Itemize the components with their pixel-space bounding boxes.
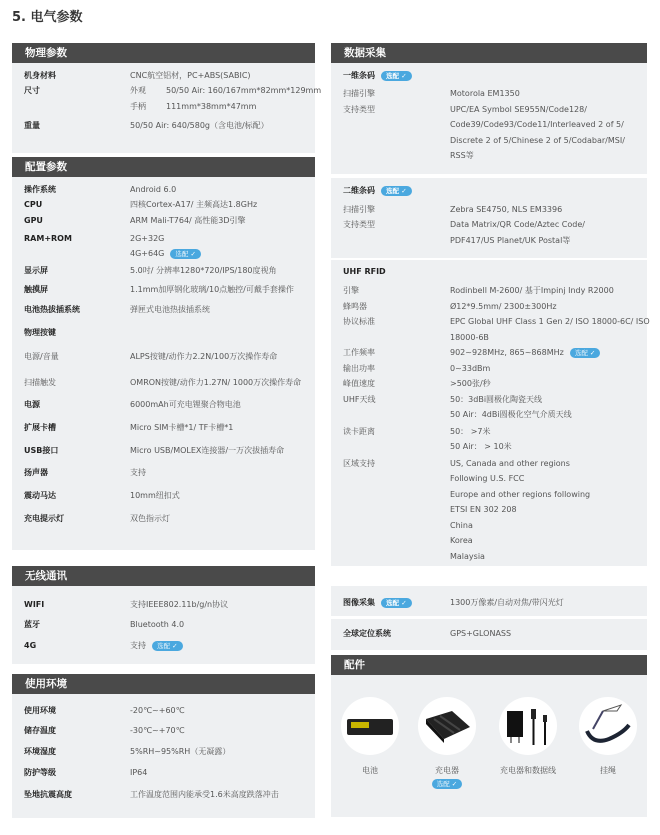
value: 0~33dBm (450, 363, 491, 373)
value: Ø12*9.5mm/ 2300±300Hz (450, 301, 557, 311)
value-row (450, 535, 473, 547)
value-row (450, 520, 473, 532)
value: 50/50 Air: 160/167mm*82mm*129mm (166, 86, 322, 95)
value: 工作温度范围内能承受1.6米高度跌落冲击 (130, 790, 279, 799)
value-row (450, 504, 517, 516)
optional-badge: 选配 ✓ (381, 71, 412, 81)
label: 区域支持 (343, 458, 375, 468)
value: ETSI EN 302 208 (450, 505, 517, 514)
charger-cable-image (499, 697, 557, 755)
label: 4G (24, 641, 37, 650)
value-row (130, 513, 170, 525)
imaging-label-row (343, 597, 412, 609)
value: 四核Cortex-A17/ 主频高达1.8GHz (130, 200, 258, 209)
value-row (130, 445, 284, 457)
value: OMRON按键/动作力1.27N/ 1000万次操作寿命 (130, 378, 302, 387)
label: 显示屏 (24, 266, 48, 275)
value: Data Matrix/QR Code/Aztec Code/ (450, 220, 585, 229)
value: 50： >7米 (450, 426, 491, 436)
value-row (130, 490, 180, 502)
physical-header: 物理参数 (12, 43, 315, 63)
value: Rodinbell M-2600/ 基于Impinj Indy R2000 (450, 286, 614, 295)
value: Micro SIM卡槽*1/ TF卡槽*1 (130, 423, 234, 432)
value: 50/50 Air: 640/580g（含电池/标配） (130, 121, 269, 130)
label: 电源/音量 (24, 352, 59, 361)
section-title (343, 185, 412, 197)
value: 2G+32G (130, 234, 165, 243)
value-row (130, 233, 164, 245)
label: 读卡距离 (343, 426, 375, 436)
optional-badge: 选配 ✓ (381, 598, 412, 608)
value-row (450, 489, 590, 501)
optional-badge: 选配 ✓ (570, 348, 601, 358)
value: 支持 (130, 468, 146, 477)
label: 操作系统 (24, 185, 56, 194)
value-row (450, 316, 650, 328)
label: 扬声器 (24, 468, 48, 477)
value-row (450, 332, 489, 344)
lanyard-image (579, 697, 637, 755)
value-row (450, 441, 512, 453)
config-header: 配置参数 (12, 157, 315, 177)
value-row (130, 351, 277, 363)
accessory-label: 挂绳 (600, 766, 616, 775)
value-row (450, 378, 491, 390)
value-row (130, 467, 146, 479)
value: RSS等 (450, 151, 474, 160)
value: Code39/Code93/Code11/Interleaved 2 of 5/ (450, 120, 624, 129)
value-row (130, 248, 201, 260)
label: 图像采集 (343, 598, 375, 607)
optional-badge: 选配 ✓ (170, 249, 201, 259)
label: GPU (24, 216, 43, 225)
value: 111mm*38mm*47mm (166, 102, 257, 111)
value-row (450, 394, 542, 406)
section-title (343, 70, 412, 82)
label: 充电提示灯 (24, 514, 64, 523)
accessory-label: 充电器和数据线 (500, 766, 556, 775)
label: WIFI (24, 600, 45, 609)
title: 一维条码 (343, 71, 375, 80)
value: CNC航空铝材，PC+ABS(SABIC) (130, 71, 251, 80)
value: 支持IEEE802.11b/g/n协议 (130, 600, 229, 609)
label: 电源 (24, 400, 40, 409)
charger-icon (418, 697, 476, 755)
section-title: UHF RFID (343, 267, 386, 276)
label: 物理按键 (24, 328, 56, 337)
label: 输出功率 (343, 363, 375, 373)
accessory-badge-wrap (407, 779, 487, 789)
sublabel: 外观 (130, 86, 146, 95)
value: ARM Mali-T764/ 高性能3D引擎 (130, 216, 246, 225)
value: PDF417/US Planet/UK Postal等 (450, 236, 571, 245)
value-row (450, 458, 570, 470)
label: 尺寸 (24, 86, 40, 95)
label: 电池热拔插系统 (24, 305, 80, 314)
optional-badge: 选配 ✓ (432, 779, 463, 789)
optional-badge: 选配 ✓ (152, 641, 183, 651)
value-row (450, 347, 600, 359)
value: 6000mAh可充电锂聚合物电池 (130, 400, 241, 409)
value: >500张/秒 (450, 379, 491, 388)
value: -20℃~+60℃ (130, 706, 185, 715)
value: Bluetooth 4.0 (130, 620, 185, 629)
label: 使用环境 (24, 706, 56, 715)
value: 1.1mm加厚钢化玻璃/10点触控/可戴手套操作 (130, 285, 294, 294)
optional-badge: 选配 ✓ (381, 186, 412, 196)
value-row (130, 399, 241, 411)
value: GPS+GLONASS (450, 629, 512, 638)
title: 二维条码 (343, 186, 375, 195)
lanyard-icon (579, 697, 637, 755)
wireless-header: 无线通讯 (12, 566, 315, 586)
value-row (450, 301, 557, 313)
label: 机身材料 (24, 71, 56, 80)
label: 蓝牙 (24, 620, 40, 629)
value-row (130, 422, 233, 434)
value-row (130, 377, 301, 389)
label: 蜂鸣器 (343, 301, 367, 311)
page-title: 5. 电气参数 (12, 10, 83, 25)
value: 50 Air：4dBi圆极化空气介质天线 (450, 410, 572, 419)
value-row (130, 199, 257, 211)
adapter-cable-icon (499, 697, 557, 755)
value: Micro USB/MOLEX连接器/一万次拔插寿命 (130, 446, 285, 455)
label: 支持类型 (343, 220, 375, 229)
data-capture-header: 数据采集 (331, 43, 647, 63)
value: China (450, 520, 473, 530)
label: CPU (24, 200, 43, 209)
value: Korea (450, 536, 473, 545)
value: IP64 (130, 768, 148, 777)
value: Zebra SE4750, NLS EM3396 (450, 205, 563, 214)
value-row (450, 363, 490, 375)
value: 4G+64G (130, 249, 165, 258)
label: 工作频率 (343, 348, 375, 357)
label: 扫描引擎 (343, 205, 375, 214)
label: 震动马达 (24, 491, 56, 500)
accessory-label: 电池 (362, 766, 378, 775)
environment-header: 使用环境 (12, 674, 315, 694)
value: UPC/EA Symbol SE955N/Code128/ (450, 105, 587, 114)
label: 支持类型 (343, 105, 375, 114)
label: 全球定位系统 (343, 629, 391, 638)
value: 1300万像素/自动对焦/带闪光灯 (450, 598, 564, 607)
value: 支持 (130, 641, 146, 650)
value-row (450, 426, 491, 438)
label: 扫描触发 (24, 378, 56, 387)
label: 峰值速度 (343, 379, 375, 388)
battery-icon (341, 697, 399, 755)
charger-image (418, 697, 476, 755)
value-row (130, 184, 176, 196)
label: 扩展卡槽 (24, 423, 56, 432)
value: 弹匣式电池热拔插系统 (130, 305, 210, 314)
value: US, Canada and other regions (450, 458, 570, 468)
label: 重量 (24, 121, 40, 130)
accessory-label: 充电器 (435, 766, 459, 775)
value-row (450, 285, 614, 297)
value: Europe and other regions following (450, 489, 591, 499)
value: 5.0吋/ 分辨率1280*720/IPS/180度视角 (130, 266, 277, 275)
value: 902~928MHz, 865~868MHz (450, 348, 564, 357)
label: RAM+ROM (24, 234, 72, 243)
value: -30℃~+70℃ (130, 726, 185, 735)
value: Malaysia (450, 551, 485, 561)
label: UHF天线 (343, 394, 376, 404)
label: 储存温度 (24, 726, 56, 735)
label: 环境湿度 (24, 747, 56, 756)
value: EPC Global UHF Class 1 Gen 2/ ISO 18000-6C/ ISO (450, 317, 650, 326)
value-row (130, 304, 210, 316)
value-row (130, 640, 183, 652)
label: 引擎 (343, 286, 359, 295)
value: 50 Air： > 10米 (450, 442, 512, 451)
value: 双色指示灯 (130, 514, 170, 523)
value: ALPS按键/动作力2.2N/100万次操作寿命 (130, 352, 278, 361)
value: Discrete 2 of 5/Chinese 2 of 5/Codabar/MSI/ (450, 136, 625, 145)
value-row (130, 265, 277, 277)
value: 50：3dBi圆极化陶瓷天线 (450, 394, 543, 404)
value: Motorola EM1350 (450, 89, 520, 98)
value-row (450, 473, 524, 485)
value: 18000-6B (450, 332, 489, 342)
battery-image (341, 697, 399, 755)
value: 5%RH~95%RH（无凝露） (130, 747, 231, 756)
label: 防护等级 (24, 768, 56, 777)
value: Android 6.0 (130, 185, 177, 194)
value: Following U.S. FCC (450, 474, 525, 483)
label: 协议标准 (343, 317, 375, 326)
label: 触摸屏 (24, 285, 48, 294)
label: 坠地抗震高度 (24, 790, 72, 799)
value-row (130, 284, 294, 296)
sublabel: 手柄 (130, 102, 146, 111)
accessories-header: 配件 (331, 655, 647, 675)
label: 扫描引擎 (343, 89, 375, 98)
value-row (450, 409, 572, 421)
value-row (450, 551, 485, 563)
value: 10mm纽扣式 (130, 491, 180, 500)
value-row (130, 215, 246, 227)
label: USB接口 (24, 446, 59, 455)
